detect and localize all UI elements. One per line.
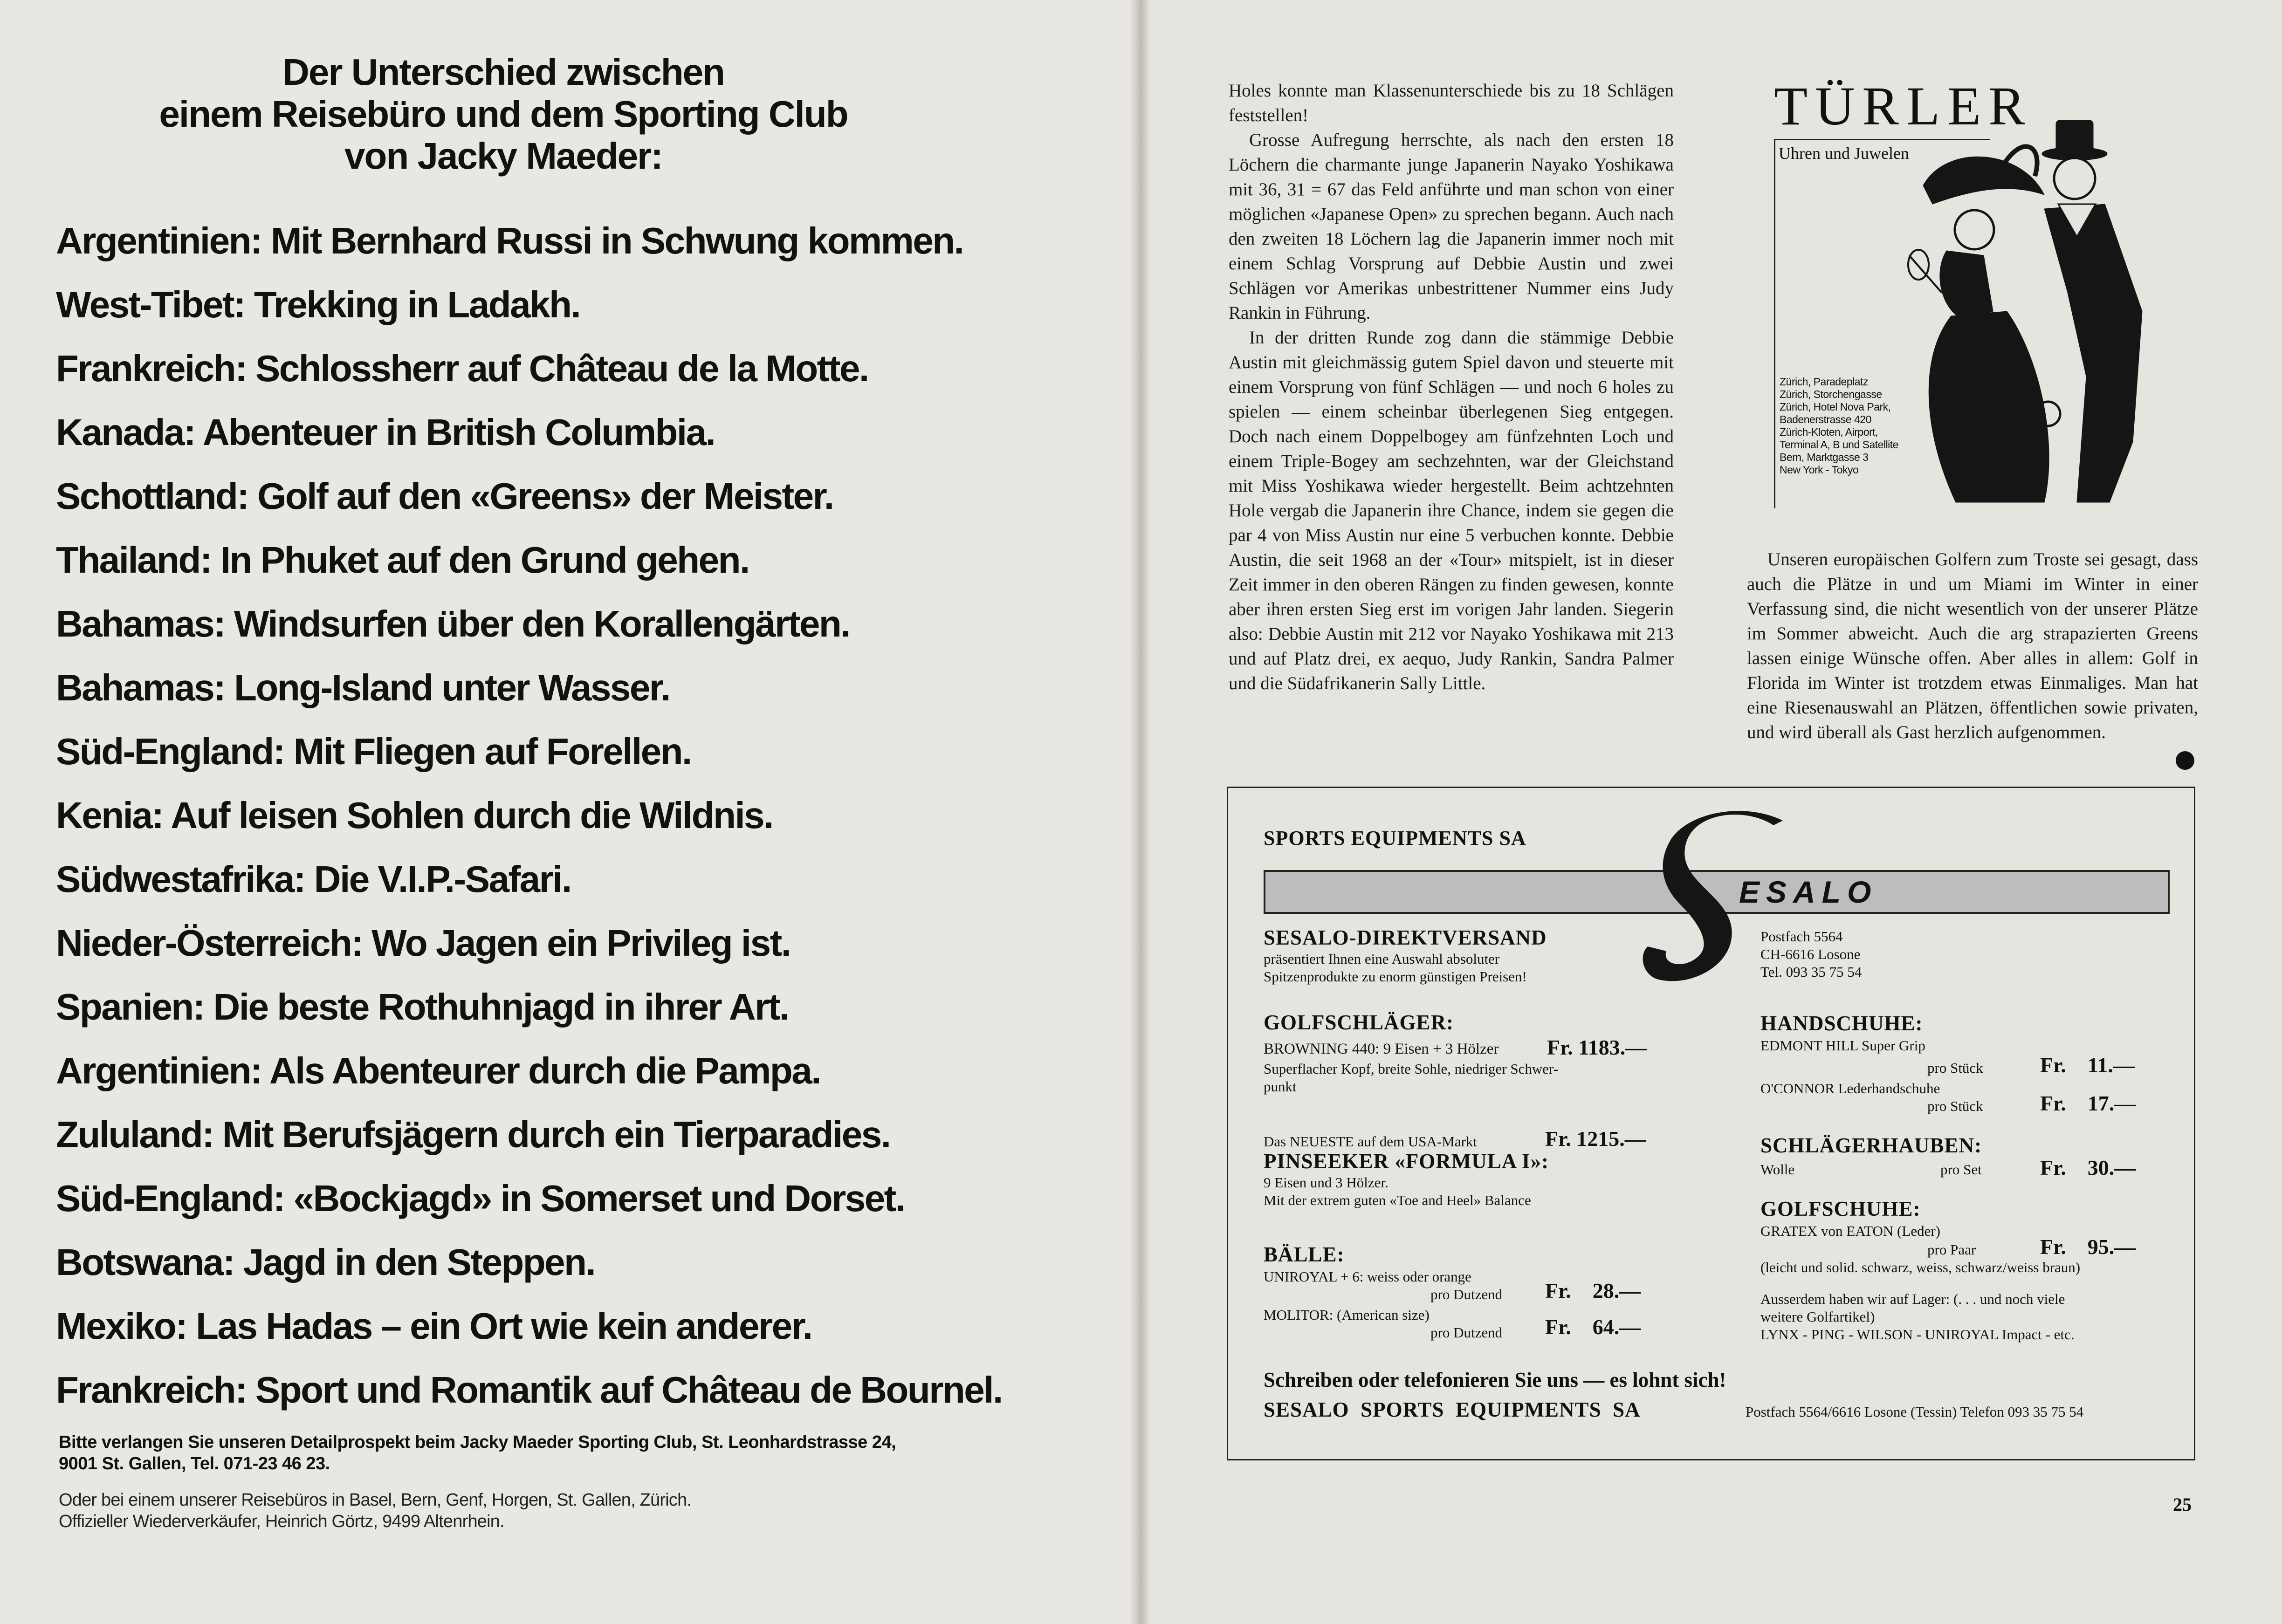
destination-item: Zululand: Mit Berufsjägern durch ein Tierparadies.	[56, 1114, 890, 1155]
destination-item: Mexiko: Las Hadas – ein Ort wie kein anderer.	[56, 1305, 812, 1347]
sesalo-footer-company: SESALO SPORTS EQUIPMENTS SA	[1264, 1398, 1641, 1421]
destination-item: Frankreich: Sport und Romantik auf Château de Bournel.	[56, 1369, 1002, 1411]
tuerler-logo: TÜRLER	[1774, 75, 2033, 137]
sesalo-wordmark	[1734, 876, 1958, 908]
destination-item: Nieder-Österreich: Wo Jagen ein Privileg ist.	[56, 922, 790, 964]
destination-item: Südwestafrika: Die V.I.P.-Safari.	[56, 858, 571, 900]
tuerler-address-list	[1780, 376, 1898, 476]
destination-item: Süd-England: «Bockjagd» in Somerset und Dorset.	[56, 1178, 905, 1219]
direktversand-title: SESALO-DIREKTVERSAND	[1264, 926, 1547, 949]
pinseeker-desc: Mit der extrem guten «Toe and Heel» Balance	[1264, 1192, 1531, 1208]
tuerler-address: Zürich, Storchengasse	[1780, 388, 1882, 400]
destination-item: Thailand: In Phuket auf den Grund gehen.	[56, 539, 749, 581]
destination-item: Bahamas: Windsurfen über den Korallengärten.	[56, 603, 850, 644]
sesalo-company: SPORTS EQUIPMENTS SA	[1264, 827, 1526, 850]
lager-line: Ausserdem haben wir auf Lager: (. . . und noch viele	[1760, 1291, 2065, 1307]
destination-item: Argentinien: Mit Bernhard Russi in Schwung kommen.	[56, 220, 963, 261]
direktversand-desc: präsentiert Ihnen eine Auswahl absoluter	[1264, 951, 1500, 967]
prospect-line: 9001 St. Gallen, Tel. 071-23 46 23.	[59, 1454, 330, 1473]
heading-line: von Jacky Maeder:	[344, 135, 662, 177]
edmont-price: Fr. 11.—	[2040, 1053, 2135, 1077]
destination-item: Botswana: Jagd in den Steppen.	[56, 1241, 595, 1283]
tuerler-address: Terminal A, B und Satellite	[1780, 439, 1898, 451]
tuerler-address: Zürich, Paradeplatz	[1780, 376, 1868, 388]
destination-item: Bahamas: Long-Island unter Wasser.	[56, 667, 670, 708]
oconnor-price: Fr. 17.—	[2040, 1091, 2136, 1115]
baelle-title: BÄLLE:	[1264, 1243, 1345, 1266]
page-number: 25	[2173, 1494, 2192, 1515]
destination-item: Spanien: Die beste Rothuhnjagd in ihrer Art.	[56, 986, 789, 1028]
destination-item: Argentinien: Als Abenteurer durch die Pampa.	[56, 1050, 820, 1091]
agency-line: Offizieller Wiederverkäufer, Heinrich Görtz, 9499 Altenrhein.	[59, 1512, 504, 1531]
destination-item: Kenia: Auf leisen Sohlen durch die Wildnis.	[56, 795, 773, 836]
article-paragraph: Holes konnte man Klassenunterschiede bis zu 18 Schlägen feststellen!	[1229, 81, 1674, 125]
schlaegerhauben-title: SCHLÄGERHAUBEN:	[1760, 1134, 1982, 1157]
gratex-unit: pro Paar	[1927, 1241, 1976, 1258]
tuerler-address: Badenerstrasse 420	[1780, 413, 1871, 425]
couple-illustration-icon	[1890, 116, 2156, 507]
ad-heading	[121, 51, 886, 177]
lager-brands: LYNX - PING - WILSON - UNIROYAL Impact - etc.	[1760, 1326, 2075, 1343]
gratex-item: GRATEX von EATON (Leder)	[1760, 1223, 1940, 1239]
wolle-unit: pro Set	[1940, 1161, 1982, 1178]
browning-price: Fr. 1183.—	[1547, 1035, 1647, 1059]
tuerler-address: New York - Tokyo	[1780, 464, 1859, 476]
article-paragraph: Unseren europäischen Golfern zum Troste sei gesagt, dass auch die Plätze in und um Miami im Winter in einer Verfassung sind, die nicht wesentlich von der unserer Plätze im Sommer abweicht. Auch die arg strapazierten Greens lassen einige Wünsche offen. Aber alles in allem: Golf in Florida im Winter ist trotzdem etwas Einmaliges. Man hat eine Riesenauswahl an Plätzen, öffentlichen sowie privaten, und wird überall als Gast herzlich aufgenommen.	[1747, 549, 2198, 742]
left-page	[0, 0, 1137, 1624]
tuerler-subtitle: Uhren und Juwelen	[1779, 144, 1909, 163]
lager-line: weitere Golfartikel)	[1760, 1309, 1875, 1325]
destination-item: Frankreich: Schlossherr auf Château de la Motte.	[56, 348, 868, 389]
agency-note	[59, 1489, 1084, 1532]
page-spine	[1130, 0, 1149, 1624]
browning-item: BROWNING 440: 9 Eisen + 3 Hölzer	[1264, 1041, 1499, 1057]
destination-list	[56, 209, 1128, 1422]
heading-line: Der Unterschied zwischen	[282, 51, 724, 93]
agency-line: Oder bei einem unserer Reisebüros in Basel, Bern, Genf, Horgen, St. Gallen, Zürich.	[59, 1490, 692, 1510]
article-column-left	[1229, 78, 1674, 773]
prospect-line: Bitte verlangen Sie unseren Detailprospekt beim Jacky Maeder Sporting Club, St. Leonhardstrasse 24,	[59, 1432, 896, 1452]
tuerler-address: Zürich-Kloten, Airport,	[1780, 426, 1878, 438]
prospect-request	[59, 1432, 1084, 1474]
edmont-item: EDMONT HILL Super Grip	[1760, 1037, 1925, 1054]
heading-line: einem Reisebüro und dem Sporting Club	[159, 93, 848, 135]
sesalo-footer-address: Postfach 5564/6616 Losone (Tessin) Telefon 093 35 75 54	[1746, 1404, 2084, 1420]
browning-desc: Superflacher Kopf, breite Sohle, niedriger Schwer-	[1264, 1061, 1559, 1077]
molitor-item: MOLITOR: (American size)	[1264, 1307, 1430, 1323]
neueste-item: Das NEUESTE auf dem USA-Markt	[1264, 1133, 1478, 1150]
article-column-right	[1747, 547, 2198, 745]
golfschuhe-title: GOLFSCHUHE:	[1760, 1197, 1921, 1220]
destination-item: Süd-England: Mit Fliegen auf Forellen.	[56, 731, 691, 772]
article-paragraph: In der dritten Runde zog dann die stämmige Debbie Austin mit gleichmässig gutem Spiel davon und steuerte mit einem Vorsprung von fünf Schlägen — und noch 6 holes zu spielen — einem scheinbar überlegenen Sieg entgegen. Doch nach einem Doppelbogey am fünfzehnten Loch und einem Triple-Bogey am sechzehnten, war der Gleichstand mit Miss Yoshikawa wieder hergestellt. Beim achtzehnten Hole vergab die Japanerin ihre Chance, indem sie gegen die par 4 von Miss Austin nur eine 5 verbuchen konnte. Debbie Austin, die seit 1968 an der «Tour» mitspielt, ist in dieser Zeit immer in den oberen Rängen zu finden gewesen, konnte aber ihren ersten Sieg erst im vorigen Jahr landen. Siegerin also: Debbie Austin mit 212 vor Nayako Yoshikawa mit 213 und auf Platz drei, ex aequo, Judy Rankin, Sandra Palmer und die Südafrikanerin Sally Little.	[1229, 328, 1674, 693]
sesalo-advert	[1227, 787, 2195, 1460]
end-of-article-icon	[2176, 751, 2194, 770]
neueste-price: Fr. 1215.—	[1545, 1127, 1646, 1151]
gratex-desc: (leicht und solid. schwarz, weiss, schwarz/weiss braun)	[1760, 1259, 2081, 1275]
destination-item: West-Tibet: Trekking in Ladakh.	[56, 284, 580, 325]
tuerler-address: Zürich, Hotel Nova Park,	[1780, 401, 1891, 413]
destination-item: Kanada: Abenteuer in British Columbia.	[56, 411, 715, 453]
golfschlaeger-title: GOLFSCHLÄGER:	[1264, 1011, 1454, 1034]
sesalo-address-line: Tel. 093 35 75 54	[1760, 964, 1862, 980]
article-paragraph: Grosse Aufregung herrschte, als nach den ersten 18 Löchern die charmante junge Japanerin Nayako Yoshikawa mit 36, 31 = 67 das Feld anführte und man schon von einer möglichen «Japanese Open» zu sprechen begann. Auch nach den zweiten 18 Löchern lag die Japanerin immer noch mit einem Schlag Vorsprung auf Debbie Austin und zwei Schlägen vor Amerikas unbestrittener Nummer eins Judy Rankin in Führung.	[1229, 130, 1674, 323]
sesalo-address-line: CH-6616 Losone	[1760, 946, 1861, 962]
wolle-price: Fr. 30.—	[2040, 1156, 2136, 1179]
molitor-price: Fr. 64.—	[1545, 1315, 1641, 1339]
pinseeker-title: PINSEEKER «FORMULA I»:	[1264, 1150, 1549, 1173]
edmont-unit: pro Stück	[1927, 1060, 1983, 1076]
oconnor-item: O'CONNOR Lederhandschuhe	[1760, 1080, 1940, 1096]
direktversand-desc: Spitzenprodukte zu enorm günstigen Preisen!	[1264, 968, 1527, 985]
uniroyal-price: Fr. 28.—	[1545, 1279, 1641, 1302]
pinseeker-desc: 9 Eisen und 3 Hölzer.	[1264, 1174, 1388, 1191]
uniroyal-unit: pro Dutzend	[1430, 1286, 1503, 1302]
handschuhe-title: HANDSCHUHE:	[1760, 1012, 1923, 1035]
browning-desc: punkt	[1264, 1078, 1297, 1095]
molitor-unit: pro Dutzend	[1430, 1324, 1503, 1341]
oconnor-unit: pro Stück	[1927, 1098, 1983, 1114]
sesalo-address-line: Postfach 5564	[1760, 928, 1843, 945]
sesalo-call-to-action: Schreiben oder telefonieren Sie uns — es lohnt sich!	[1264, 1368, 1726, 1391]
tuerler-advert	[1774, 75, 2156, 507]
destination-item: Schottland: Golf auf den «Greens» der Meister.	[56, 475, 833, 517]
wolle-item: Wolle	[1760, 1161, 1795, 1178]
tuerler-address: Bern, Marktgasse 3	[1780, 451, 1869, 463]
uniroyal-item: UNIROYAL + 6: weiss oder orange	[1264, 1268, 1471, 1285]
gratex-price: Fr. 95.—	[2040, 1235, 2136, 1259]
sesalo-wordmark-text: ESALO	[1739, 876, 1878, 908]
